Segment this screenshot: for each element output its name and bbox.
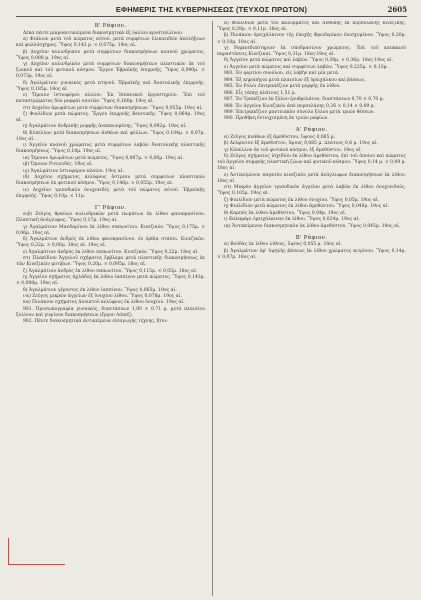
list-item: ζ) Ἀγαλμάτιον ἀνδρὸς ἐκ λίθου σαπωνίτου. Ὕψος 0,115μ. × 0,05μ. 18ος αἰ. [23, 268, 198, 274]
item-list-a [217, 135, 406, 230]
list-item: 988. Ἐν ἀγγεῖον Κινεζικὸν ἀπὸ πορσελάνης 0,26 × 0,14 × 0,09 μ. [224, 103, 376, 109]
list-item: ιε) Δοχεῖον τριποδικὸν ὀνυχοειδὲς μετὰ τοῦ πώματος αὐτοῦ. Ἑβραϊκῆς ἐπιρροῆς. Ὕψος 0,10μ. × 11μ. [16, 187, 205, 199]
list-item: γ) Ἀγαλμάτιον Μανδαρίνου ἐκ λίθου σαπωνίτου. Κινεζικὸν. Ὕψος 0,175μ. × 0,06μ. 18ος αἰ. [16, 224, 205, 236]
list-item: η) Φιαλίδιον μετὰ πώματος ἐκ λίθου ἀμεθύστου. Ὕψος 0,048μ. 19ος αἰ. [224, 204, 389, 210]
list-item: ι) Ἀγγεῖον κυανοῦ χρώματος μετὰ συμφύτων λαβῶν Ἀνατολικῆς πλαστικῆς διακοσμήσεως. Ὕψος 0,18μ. 19ος αἰ. [16, 143, 205, 155]
list-item: δ) Ζεῦγος σχήματος ἰσχιδίου ἐκ λίθου ἀμεθύστου, ἐπὶ τοῦ ὁποίου καὶ πώματος τοῦ ἀγγείου συμφυὴς πλαστικὴ ζώων καὶ φυτικοῦ κόσμου. Ὕψος 0,14 μ. × 0,09 μ. 18ος αἰ. [217, 154, 406, 172]
list-item: 989. Ἐπιτραπέζιον μαντειακὸν σύνολο ξύλου μετὰ τριῶν θέσεων. [224, 109, 375, 115]
list-item: 987. Ἐν Τραπέζιον ἐκ ξύλου ἐρυθρελάτου, διαστάσεων 0,70 × 0,70 μ. [224, 97, 385, 103]
list-item: ε) Ἀντικείμενον παγκτὸν κινεζικὸν μετὰ ἀνάγλυφων διακοσμήσεων ἐκ λίθου. 18ος αἰ. [217, 172, 406, 184]
list-item: θ) Καρπὸς ἐκ λίθου ἀμεθύστου. Ὕψος 0,04μ. 19ος αἰ. [224, 210, 347, 216]
red-pen-mark [8, 538, 65, 565]
list-item: α) Ζεῦγος κυάθων ἐξ ἀμεθύστου, ὕψους 0,065 μ. [224, 135, 336, 141]
list-item: ζ) Φιαλίδιον μετὰ πώματος ἐκ λίθου ὀνυχίου. Ὕψος 0,05μ. 19ος αἰ. [224, 197, 380, 203]
list-item: 985. Ἐν Ρολόι ἐπιτραπέζιον μετὰ μορφῆς ἐκ λίθου. [224, 84, 341, 90]
list-item: β) Δελφίνιον ἐξ ἀμεθύστου, ὕψους 0,085 μ. πλάτους 0,6 μ. 19ος αἰ. [224, 141, 378, 147]
section-heading: Β' Ράφιον. [295, 234, 328, 241]
list-item: β) Ἀγαλμάτιον ἐφ' ὑψηλῆς βάσεως ἐκ λίθου χρώματος κιτρίνου. Ὕψος 0,14μ. × 0,07μ. 18ος αἰ. [217, 248, 406, 260]
item-list-g [16, 212, 205, 306]
list-item: κα) Πινάκιον σχήματος ἀνοικτοῦ κελύφους ἐκ λίθου ὀνυχίου. 19ος αἰ. [23, 300, 185, 306]
list-item: δ) Ἀγαλμάτιον ἀνδρὸς ἐκ λίθου φαιοπρασίνου, ἐν ὀρθίᾳ στάσει. Κινεζικόν. Ὕψος 0,22μ. × 0,06μ. 18ος αἰ. 19ος αἰ. [16, 237, 205, 249]
list-item: η) Ἀγαλμάτιον ἀνδρικῆς μορφῆς ἀναπαυομένης. Ὕψος 0,092μ. 19ος αἰ. [23, 124, 187, 130]
columns [16, 21, 407, 596]
list-item: στ) Πλακίδιον Ἀγγελοῦ σχήματος ἔμβλεμα μετὰ πλαστικῆς διακοσμήσεως ἐκ τῶν Κινεζικῶν μοτίβων. Ὕψος 0,20μ. × 0,095μ. 18ος αἰ. [16, 256, 205, 268]
list-item: α-β) Ζεῦγος θραύων κυλινδρικῶν μετὰ πωμάτων ἐκ λίθου φαιοπρασίνου. Πλαστικὴ ἀνάγλυφος. Ὕψος 0,17μ. 19ος αἰ. [16, 212, 205, 224]
list-item: 990. Προθήκη ἐντοιχισμένη ἐκ τριῶν ραφίων. [224, 116, 329, 122]
list-item: α) Φιάλιον μετὰ τοῦ πώματος αὐτοῦ, μετὰ συμφύτων ἐλικοειδῶν ἀπολήξεων καὶ φυλλόσχημος. Ὕψος 0,142 μ. × 0,075μ. 19ος αἰ. [16, 37, 205, 49]
item-list-b [16, 37, 205, 200]
list-item: ι) Καλαμάρι ὀρειχάλκινον ἐκ λίθου. Ὕψος 0,024μ. 19ος αἰ. [224, 217, 360, 223]
list-item: η) Ἀγγεῖον σχήματος ἀχλάδος ἐκ λίθου ἰασπίνου μετὰ πώματος. Ὕψος 0,143μ. × 0,088μ. 19ος αἰ. [16, 275, 205, 287]
list-item: 984. Ἐξ κηροπήγια μετὰ πλαισίων ἐξ ὀρειχάλκου καὶ βάσεως. [224, 77, 366, 83]
left-column [16, 21, 205, 596]
list-item: ε) Ἀγαλμάτιον ἀνδρὸς ἐκ λίθου σαπωνίτου. Κινεζικόν. Ὕψος 0,22μ. 18ος αἰ. [23, 249, 199, 255]
list-item: ιβ) Ὄμοιον Ρυτοειδές. 19ος αἰ. [23, 162, 94, 168]
list-item: γ) Ρεφενεδιπότηριον ἐκ σποδρασίνου χρώματος. Ἐπὶ τοῦ καπακιοῦ παραστάσεις Κινεζικαί. Ὕψος 0,31μ. 18ος-19ος αἰ. [217, 45, 406, 58]
list-item: 983. Ἐν φορτίου συνόλου, εἰς λαβὴν καὶ μία μετά. [224, 71, 340, 77]
list-item: στ) Μικρὸν ἀγγεῖον τριποδικὸν ἀγγεῖον μετὰ λαβῶν ἐκ λίθου ὀνυχοειδοῦς. Ὕψος 0,105μ. 19ος αἰ. [217, 185, 406, 197]
section-heading: Β' Ράφιον. [94, 23, 127, 29]
list-item: α) Βούδας ἐκ λίθου λίθους, ὕψους 0,055 μ. 18ος αἰ. [224, 242, 343, 248]
list-item: θ) Κύπελλον μετὰ διακοσμήσεων ἀνθέων καὶ φύλλων. Ὕψος 0,104μ. × 0,07μ. 19ος αἰ. [16, 130, 205, 142]
list-item: ια) Ἀντικείμενον διακοσμητικὸν ἐκ λίθου ἀμεθύστου. Ὕψος 0,045μ. 19ος αἰ. [224, 223, 401, 229]
list-item: ιδ) Δοχεῖον σχήματος κελύφους ὄστρεου μετὰ συμφύτων πλαστικῶν διακοσμήσεων ἐκ φυτικοῦ κόσμου. Ὕψος 0,146μ. × 0,055μ. 19ος αἰ. [16, 175, 205, 187]
item-list-top [217, 21, 406, 71]
list-item: δ) Ἀγγεῖον μετὰ πώματος καὶ λαβῶν. Ὕψος 0,38μ. × 0,36μ. 18ος-19ος αἰ. [224, 58, 394, 64]
list-item: ιγ) Ἀγαλμάτιον ἱστιοφόρου πλοίου. 19ος αἰ. [23, 168, 124, 174]
list-item: γ) Δοχεῖον κυλινδρικὸν μετὰ συμφύτων διακοσμήσεων πλαστικῶν ἐκ τοῦ ζωικοῦ καὶ τοῦ φυτικοῦ κόσμου. Ἔργον Ἑβραϊκῆς ἐπιρροῆς. Ὕψος 0,090μ. × 0,073μ. 19ος αἰ. [16, 62, 205, 80]
section-heading: Α' Ράφιον. [295, 127, 328, 134]
list-item: ε) Ἀγγεῖον μετὰ πώματος καὶ συμφύτων λαβῶν. Ὕψος 0,225μ. × 0,13μ. [224, 64, 388, 70]
list-item: θ) Ἀγαλμάτιον γέροντος ἐκ λίθου ἰασπίνου. Ὕψος 0,065μ. 19ος αἰ. [23, 287, 177, 293]
right-column [217, 21, 406, 596]
list-item: β) Πινάκιον ὀρειχάλκινον τῆς ἐποχῆς Φρειδερίκου ἐπισχυμένον. Ὕψος 0,20μ. × 0,10μ. 18ος αἰ. [217, 33, 406, 45]
list-item: α) Φιαλίδιον μετὰ τοῦ καλύμματος καὶ ἀνθοπῆς ἐκ πορσελάνης κινεζικῆς. Ὕψος 0,29μ. × 0,11μ. 18ος αἰ. [217, 21, 406, 33]
list-item: δ) Ἀγαλμάτιον γυναικὸς μετὰ πτηνοῦ. Ἑβραϊκῆς καὶ Ἀνατολικῆς ἐπιρροῆς. Ὕψος 0,185μ. 18ος αἰ. [16, 80, 205, 92]
section-intro: Δέκα πέντε μικροαντικείμενα διακοσμητικά ἐξ ὑαλίου κρυσταλλίνου. [23, 30, 184, 36]
list-item: ζ) Φιαλίδιον μετὰ πώματος. Ἔργον ἐπιρροῆς Βενετικῆς. Ὕψος 0,064μ. 19ος αἰ. [16, 111, 205, 123]
page-number: 2605 [387, 5, 407, 14]
list-item: ε) Ὄμοιον ἱστιοφόρου πλοίου. Ἐκ Ἰσπανικοῦ ἐργαστηρίου. Ἔπὶ τοῦ καταστρώματος δύο μορφαὶ ναυτῶν. Ὕψος 0,160μ. 19ος αἰ. [16, 93, 205, 105]
section-heading: Γ' Ράφιον. [94, 204, 127, 211]
list-item: ι-κ) Ζεῦγος μικρῶν ἀγγείων ἐξ ὀνυχίου λίθου. Ὕψος 0,078μ. 19ος αἰ. [23, 294, 182, 300]
entries-983-990 [217, 71, 406, 122]
gazette-title: ΕΦΗΜΕΡΙΣ ΤΗΣ ΚΥΒΕΡΝΗΣΕΩΣ (ΤΕΥΧΟΣ ΠΡΩΤΟΝ) [115, 5, 308, 14]
list-item: ια) Ὄμοιον ἀρωμάτων μετὰ πώματος. Ὕψος 0,067μ. × 0,06μ. 19ος αἰ. [23, 155, 184, 161]
entry-981: 981. Προσωπογραφία γυναικός, διαστάσεων 1,00 × 0,71 μ. μετὰ πλαισίου ξυλίνου καὶ γυψίνου διακοσμήσεων (ἔργον Λόπεζ). [16, 306, 205, 318]
column-divider [212, 21, 213, 596]
entry-982: 982. Πέντε διακοσμητικὰ ἀντικείμενα εἰσαγωγῆς τέχνης, ἤτοι: [23, 319, 168, 325]
list-item: 986. Εἷς τάπης πλάτους 1,51 μ. [224, 90, 297, 96]
page-header [16, 6, 407, 17]
list-item: β) Δοχεῖον κυλινδρικὸν μετὰ συμφύτων διακοσμήσεων κυανοῦ χρώματος. Ὕψος 0,088 μ. 19ος αἰ. [16, 49, 205, 61]
list-item: στ) Δοχεῖον ἀρωμάτων μετὰ συμφύτων διακοσμήσεων. Ὕψος 0,055μ. 19ος αἰ. [23, 105, 203, 111]
item-list-b2 [217, 242, 406, 261]
list-item: γ) Κύπελλον ἐκ τοῦ φυτικοῦ κόσμου, ἐξ ἀμεθύστου. 19ος αἰ. [224, 147, 363, 153]
